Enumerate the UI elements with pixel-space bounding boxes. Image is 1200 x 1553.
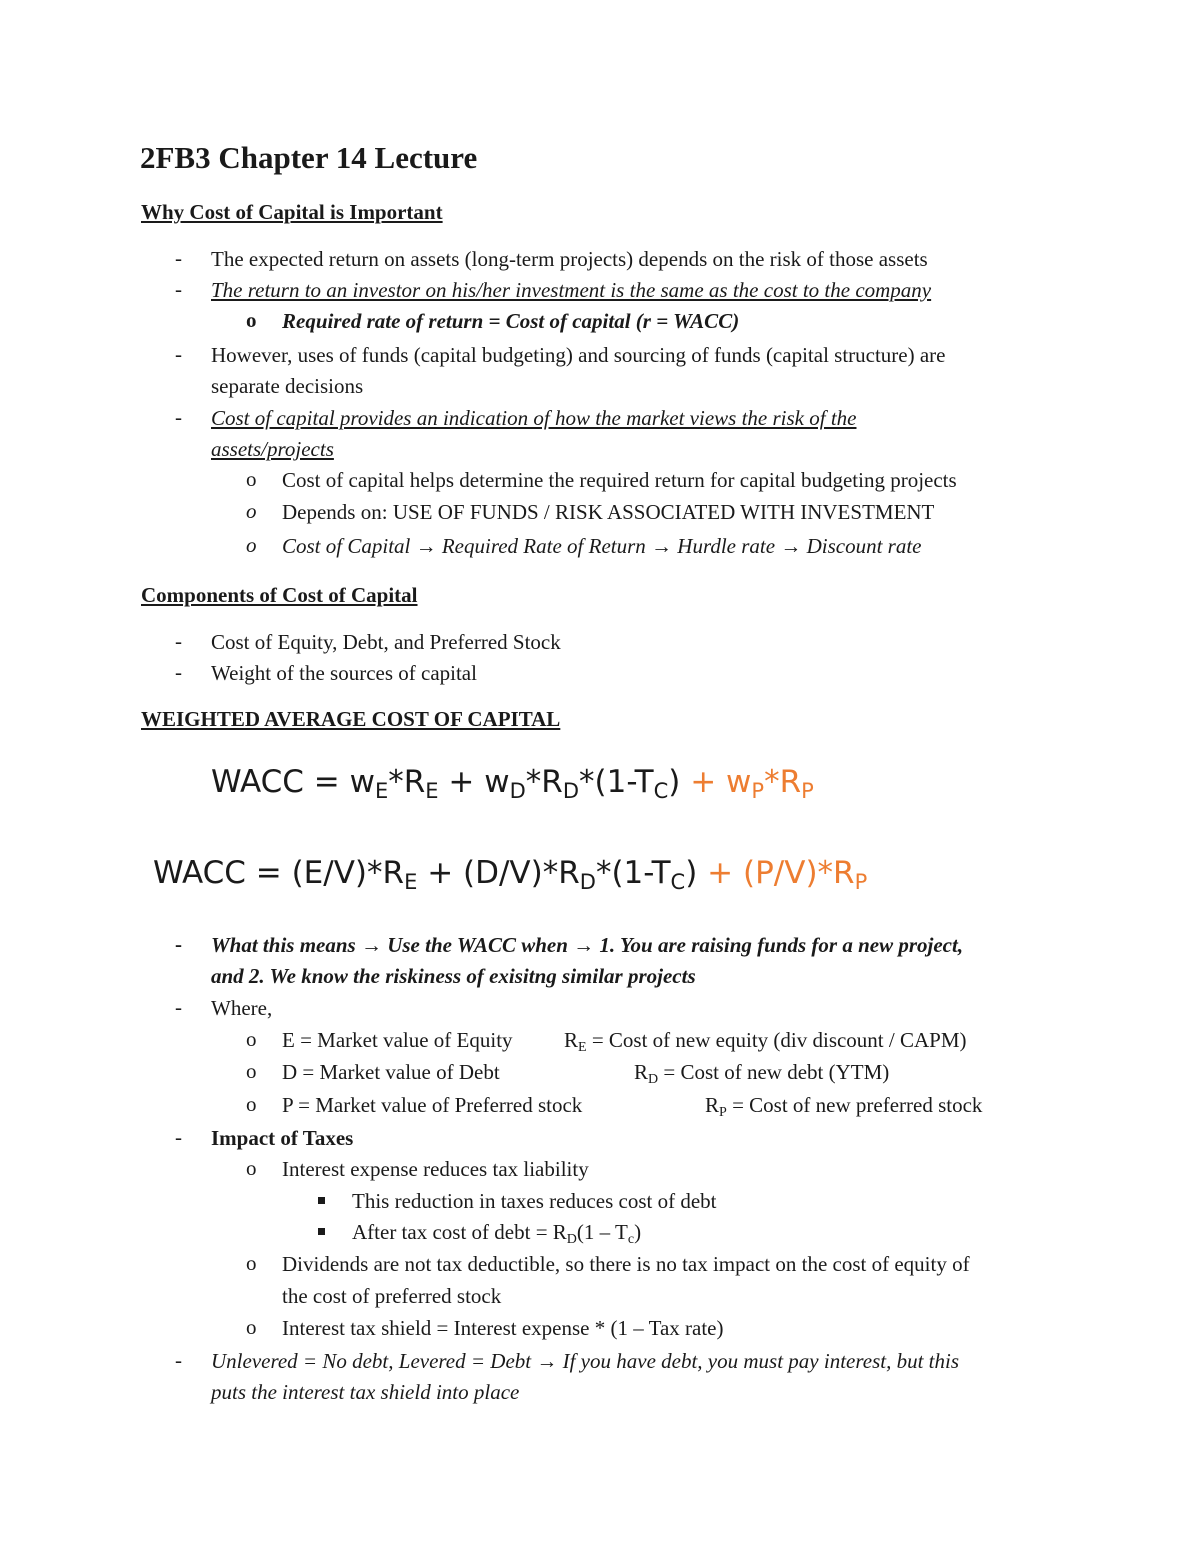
list-item: Cost of capital helps determine the required return for capital budgeting projects (282, 468, 957, 492)
bullet-dash: - (175, 342, 182, 366)
bullet-dash: - (175, 277, 182, 301)
bullet-circle: o (246, 1092, 257, 1116)
list-item: Impact of Taxes (211, 1126, 354, 1150)
list-item: Interest tax shield = Interest expense * (1 – Tax rate) (282, 1316, 724, 1340)
list-item: However, uses of funds (capital budgeting) and sourcing of funds (capital structure) are (211, 343, 946, 367)
definition-e: E = Market value of Equity (282, 1028, 513, 1052)
bullet-circle: o (246, 1251, 257, 1275)
definition-re: $R_E$ = Cost of new equity (div discount / CAPM) (564, 1028, 967, 1055)
list-item-continuation: the cost of preferred stock (282, 1284, 502, 1308)
bullet-dash: - (175, 405, 182, 429)
bullet-circle: o (246, 308, 257, 332)
list-item: What this means → Use the WACC when → 1. You are raising funds for a new project, (211, 933, 964, 957)
bullet-dash: - (175, 932, 182, 956)
bullet-circle: o (246, 1059, 257, 1083)
definition-rp: $R_P$ = Cost of new preferred stock (705, 1093, 983, 1120)
bullet-circle: o (246, 467, 257, 491)
bullet-circle: o (246, 1027, 257, 1051)
list-item: Cost of capital provides an indication of how the market views the risk of the (211, 406, 857, 430)
bullet-circle: o (246, 1156, 257, 1180)
list-item: Cost of Capital → Required Rate of Return → Hurdle rate → Discount rate (282, 534, 922, 558)
list-item: The expected return on assets (long-term projects) depends on the risk of those assets (211, 247, 928, 271)
list-item: Unlevered = No debt, Levered = Debt → If you have debt, you must pay interest, but this (211, 1349, 960, 1373)
section-heading-components: Components of Cost of Capital (141, 583, 418, 607)
list-item: Cost of Equity, Debt, and Preferred Stock (211, 630, 561, 654)
bullet-circle: o (246, 499, 257, 523)
bullet-dash: - (175, 1348, 182, 1372)
bullet-dash: - (175, 660, 182, 684)
bullet-square (318, 1228, 325, 1235)
bullet-dash: - (175, 246, 182, 270)
list-item: Depends on: USE OF FUNDS / RISK ASSOCIATED WITH INVESTMENT (282, 500, 935, 524)
definition-p: P = Market value of Preferred stock (282, 1093, 583, 1117)
list-item: Required rate of return = Cost of capital (r = WACC) (282, 309, 740, 333)
bullet-dash: - (175, 995, 182, 1019)
list-item: The return to an investor on his/her investment is the same as the cost to the company (211, 278, 932, 302)
wacc-formula-ratios: WACC = $(E/V)*R_E + (D/V)*R_D*(1-T_C) + (P/V)*R_P$ (153, 855, 868, 894)
list-item: Weight of the sources of capital (211, 661, 477, 685)
section-heading-why: Why Cost of Capital is Important (141, 200, 443, 224)
list-item-continuation: puts the interest tax shield into place (211, 1380, 520, 1404)
list-item: Where, (211, 996, 273, 1020)
page-title: 2FB3 Chapter 14 Lecture (140, 140, 478, 175)
bullet-dash: - (175, 1125, 182, 1149)
list-item-continuation: separate decisions (211, 374, 364, 398)
section-heading-wacc: WEIGHTED AVERAGE COST OF CAPITAL (141, 707, 561, 731)
list-item-continuation: assets/projects (211, 437, 334, 461)
list-item: This reduction in taxes reduces cost of debt (352, 1189, 717, 1213)
wacc-formula-weights: WACC = $w_E*R_E + w_D*R_D*(1-T_C) + w_P*R_P$ (211, 764, 814, 803)
bullet-circle: o (246, 1315, 257, 1339)
list-item: After tax cost of debt = $R_D(1 - T_c)$ (352, 1220, 642, 1247)
bullet-circle: o (246, 533, 257, 557)
bullet-square (318, 1197, 325, 1204)
list-item: Dividends are not tax deductible, so there is no tax impact on the cost of equity of (282, 1252, 970, 1276)
bullet-dash: - (175, 629, 182, 653)
definition-d: D = Market value of Debt (282, 1060, 500, 1084)
list-item-continuation: and 2. We know the riskiness of exisitng similar projects (211, 964, 696, 988)
definition-rd: $R_D$ = Cost of new debt (YTM) (634, 1060, 890, 1087)
list-item: Interest expense reduces tax liability (282, 1157, 589, 1181)
